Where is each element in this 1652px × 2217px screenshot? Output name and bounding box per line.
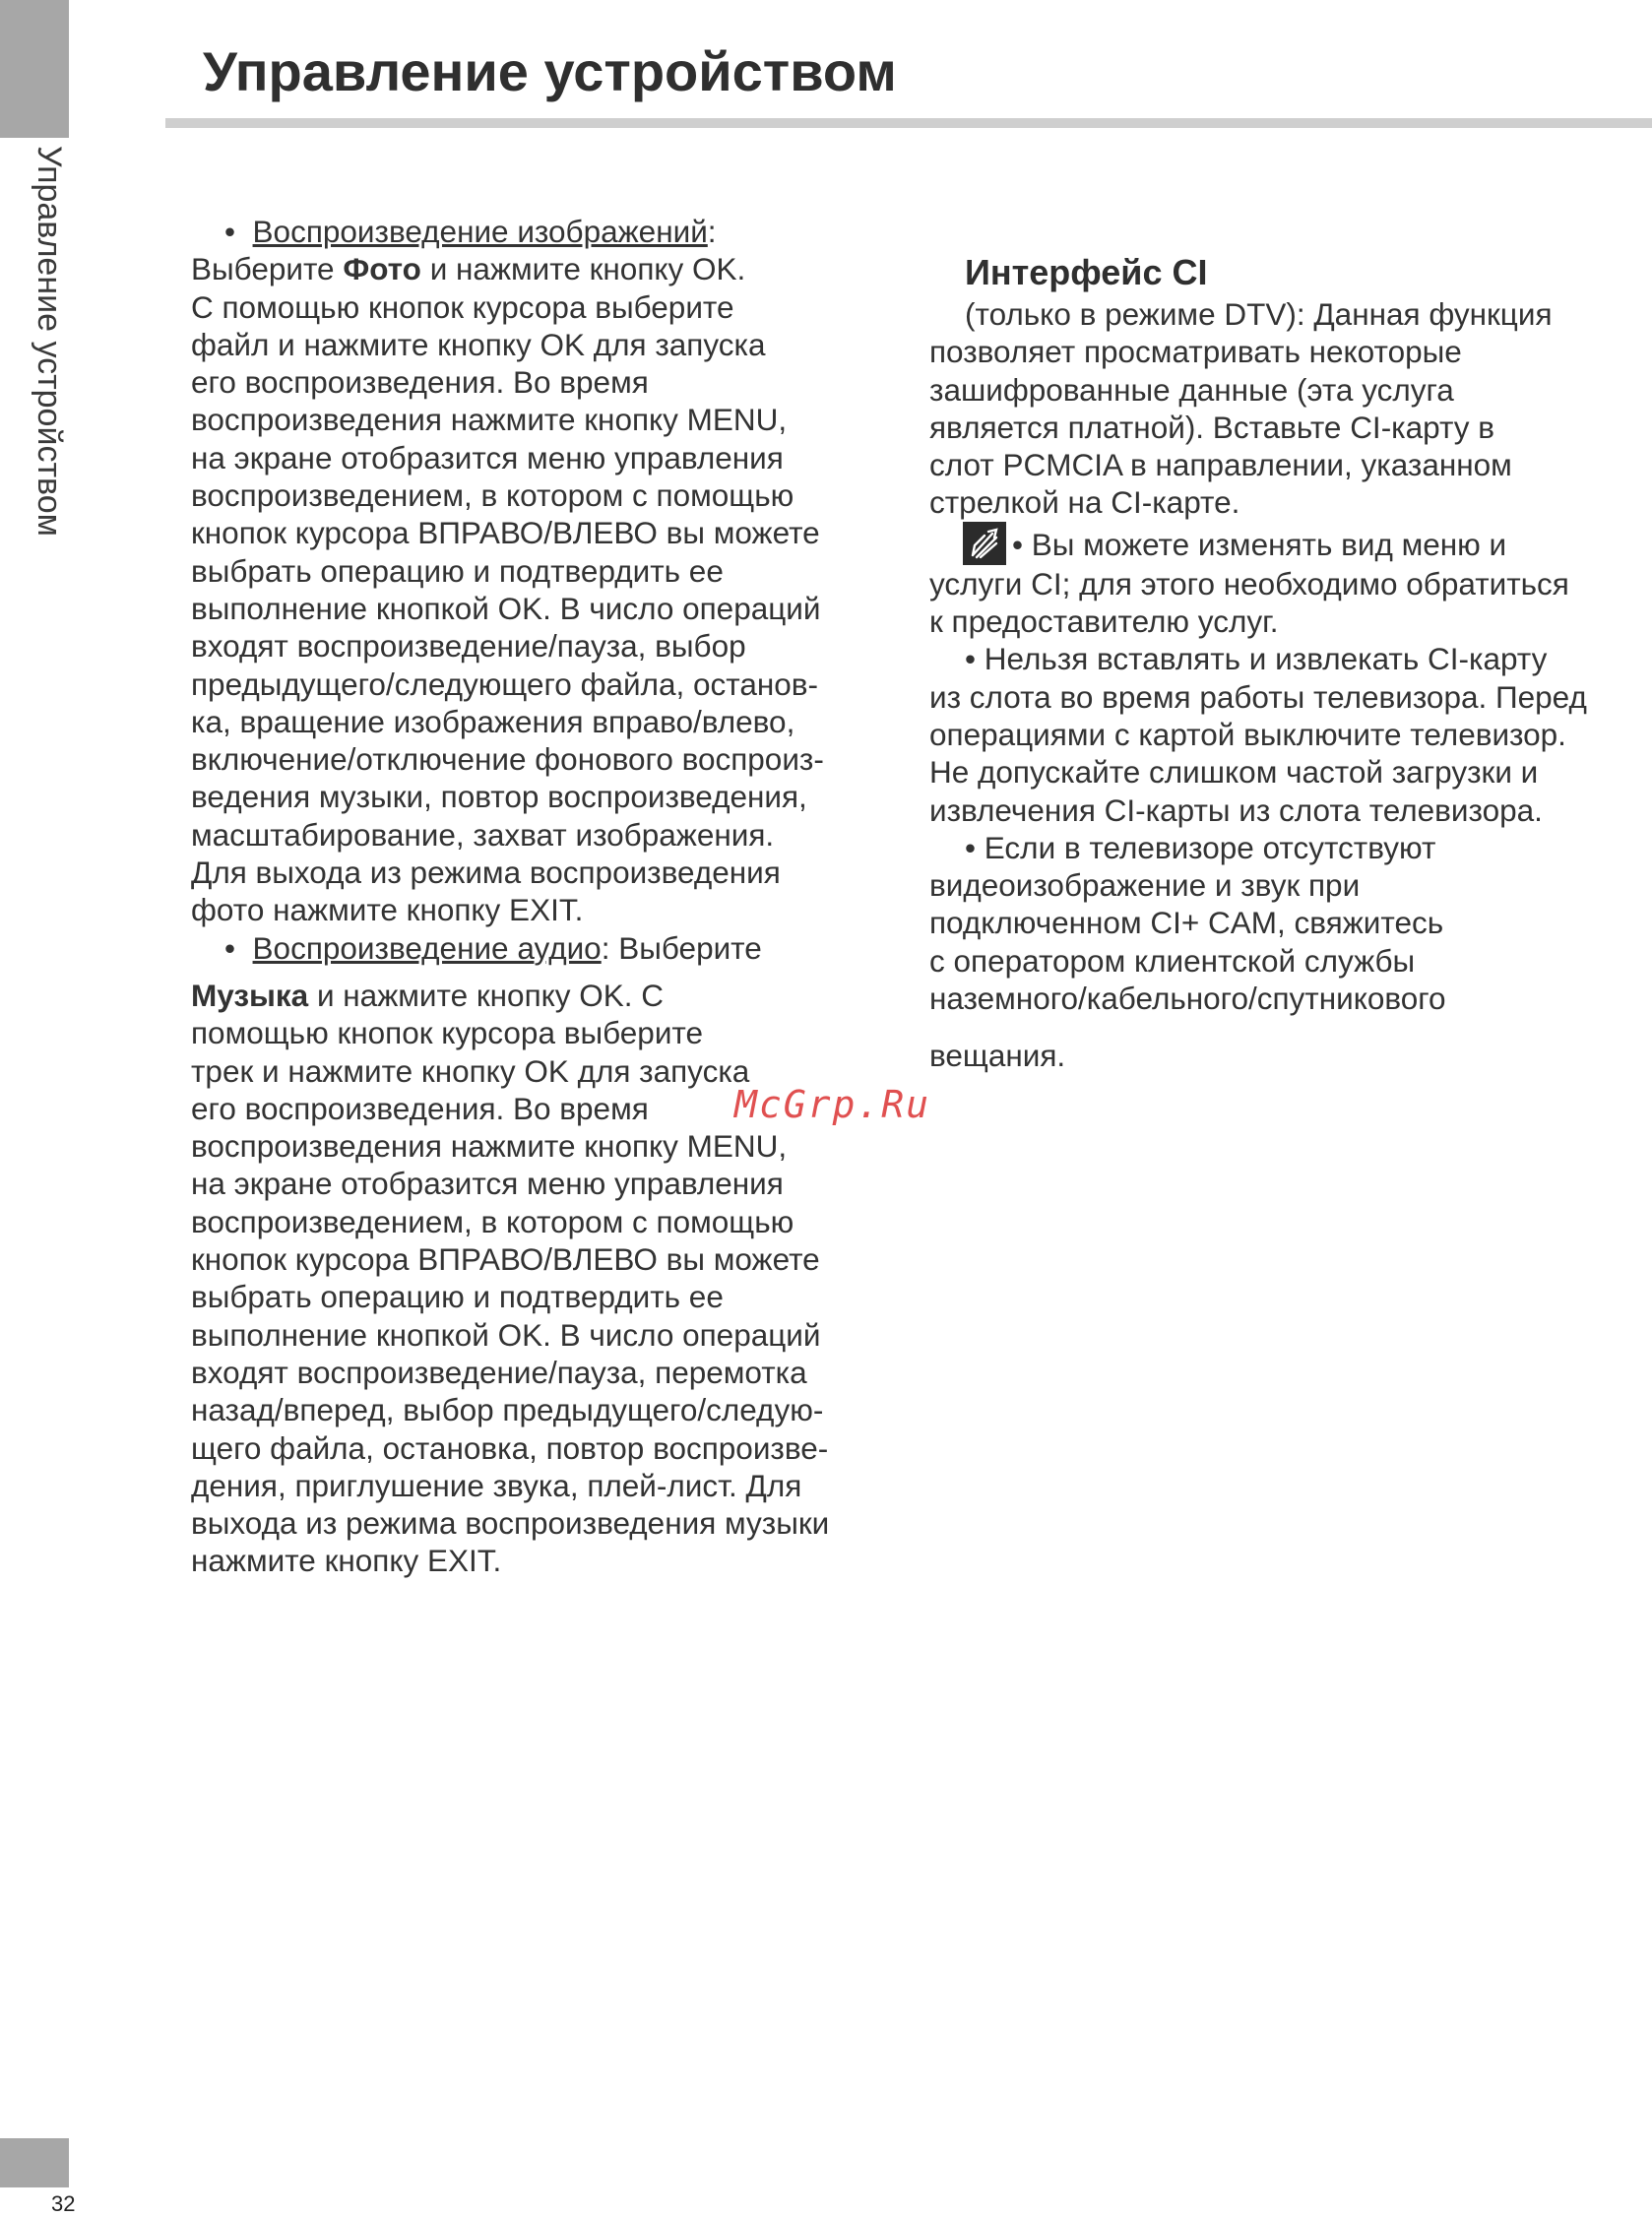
text-line: щего файла, остановка, повтор воспроизве- <box>191 1429 829 1466</box>
audio-playback-link: Воспроизведение аудио <box>252 929 602 966</box>
text-line: входят воспроизведение/пауза, выбор <box>191 628 746 665</box>
text-line: извлечения CI-карты из слота телевизора. <box>929 792 1543 828</box>
text-line: слот PCMCIA в направлении, указанном <box>929 447 1512 483</box>
photo-keyword: Фото <box>343 251 421 287</box>
text-line: наземного/кабельного/спутникового <box>929 981 1446 1017</box>
text-line: зашифрованные данные (эта услуга <box>929 371 1454 408</box>
watermark: McGrp.Ru <box>734 1083 931 1126</box>
cam-bullet-line: • Если в телевизоре отсутствуют <box>965 829 1436 865</box>
text-line: С помощью кнопок курсора выберите <box>191 288 734 325</box>
text-line: стрелкой на CI-карте. <box>929 484 1240 521</box>
bullet: • <box>224 929 236 966</box>
note-hand-icon <box>963 522 1006 565</box>
text-line: назад/вперед, выбор предыдущего/следую- <box>191 1392 824 1428</box>
text-line: трек и нажмите кнопку OK для запуска <box>191 1052 750 1089</box>
photo-first-line: Выберите Фото и нажмите кнопку OK. <box>191 251 746 287</box>
side-tab-top <box>0 0 69 138</box>
text-line: входят воспроизведение/пауза, перемотка <box>191 1354 807 1390</box>
text-line: его воспроизведения. Во время <box>191 1090 649 1126</box>
text-line: выхода из режима воспроизведения музыки <box>191 1505 830 1542</box>
text-line: нажмите кнопку EXIT. <box>191 1543 502 1579</box>
text-line: выбрать операцию и подтвердить ее <box>191 1279 724 1315</box>
text-line: кнопок курсора ВПРАВО/ВЛЕВО вы можете <box>191 515 820 551</box>
text-line: выполнение кнопкой OK. В число операций <box>191 1316 821 1353</box>
title-divider <box>165 118 1652 128</box>
text-line: кнопок курсора ВПРАВО/ВЛЕВО вы можете <box>191 1241 820 1278</box>
text-line: на экране отобразится меню управления <box>191 1166 784 1202</box>
text-line: подключенном CI+ CAM, свяжитесь <box>929 905 1444 941</box>
side-tab-bottom <box>0 2138 69 2187</box>
text-line: включение/отключение фонового воспроиз- <box>191 741 824 778</box>
text-line: предыдущего/следующего файла, останов- <box>191 665 818 702</box>
text-line: воспроизведением, в котором с помощью <box>191 1203 794 1239</box>
text-line: ведения музыки, повтор воспроизведения, <box>191 779 807 815</box>
text-line: операциями с картой выключите телевизор. <box>929 716 1566 752</box>
text-line: его воспроизведения. Во время <box>191 364 649 401</box>
text-line: помощью кнопок курсора выберите <box>191 1015 704 1051</box>
text-line: из слота во время работы телевизора. Перед <box>929 678 1587 715</box>
bullet: • <box>224 214 236 249</box>
note-line: • Вы можете изменять вид меню и <box>929 522 1638 565</box>
text-line: на экране отобразится меню управления <box>191 439 784 475</box>
text-line: воспроизведения нажмите кнопку MENU, <box>191 402 788 438</box>
text-line: воспроизведения нажмите кнопку MENU, <box>191 1128 788 1165</box>
warning-bullet-line: • Нельзя вставлять и извлекать CI-карту <box>965 641 1548 677</box>
ci-interface-heading: Интерфейс CI <box>965 252 1208 292</box>
left-column <box>191 213 880 1580</box>
photo-playback-link: Воспроизведение изображений <box>252 214 708 249</box>
text-line: (только в режиме DTV): Данная функция <box>965 296 1553 332</box>
audio-first-line: Музыка и нажмите кнопку OK. С <box>191 977 665 1013</box>
text-line: услуги CI; для этого необходимо обратиться <box>929 565 1569 602</box>
text-line: файл и нажмите кнопку OK для запуска <box>191 326 766 362</box>
side-section-label: Управление устройством <box>31 146 68 537</box>
text-line: масштабирование, захват изображения. <box>191 816 775 853</box>
music-keyword: Музыка <box>191 977 309 1013</box>
photo-bullet-line: • Воспроизведение изображений: <box>224 214 717 249</box>
text-line: выполнение кнопкой OK. В число операций <box>191 590 821 626</box>
text-line: является платной). Вставьте CI-карту в <box>929 409 1495 445</box>
text-line: дения, приглушение звука, плей-лист. Для <box>191 1467 802 1503</box>
page-number: 32 <box>51 2191 76 2216</box>
text-line: с оператором клиентской службы <box>929 942 1416 979</box>
text-line: к предоставителю услуг. <box>929 603 1279 640</box>
right-column <box>929 250 1638 1075</box>
text-line: видеоизображение и звук при <box>929 867 1361 904</box>
text-line: выбрать операцию и подтвердить ее <box>191 552 724 589</box>
text-line: Для выхода из режима воспроизведения <box>191 855 781 891</box>
text-line: ка, вращение изображения вправо/влево, <box>191 703 795 739</box>
text-line: вещания. <box>929 1038 1066 1074</box>
text-line: Не допускайте слишком частой загрузки и <box>929 754 1539 791</box>
text-line: позволяет просматривать некоторые <box>929 334 1462 370</box>
text-line: воспроизведением, в котором с помощью <box>191 477 794 514</box>
page-title: Управление устройством <box>203 40 897 102</box>
audio-bullet-line: • Воспроизведение аудио: Выберите <box>224 929 762 966</box>
text-line: фото нажмите кнопку EXIT. <box>191 892 584 928</box>
